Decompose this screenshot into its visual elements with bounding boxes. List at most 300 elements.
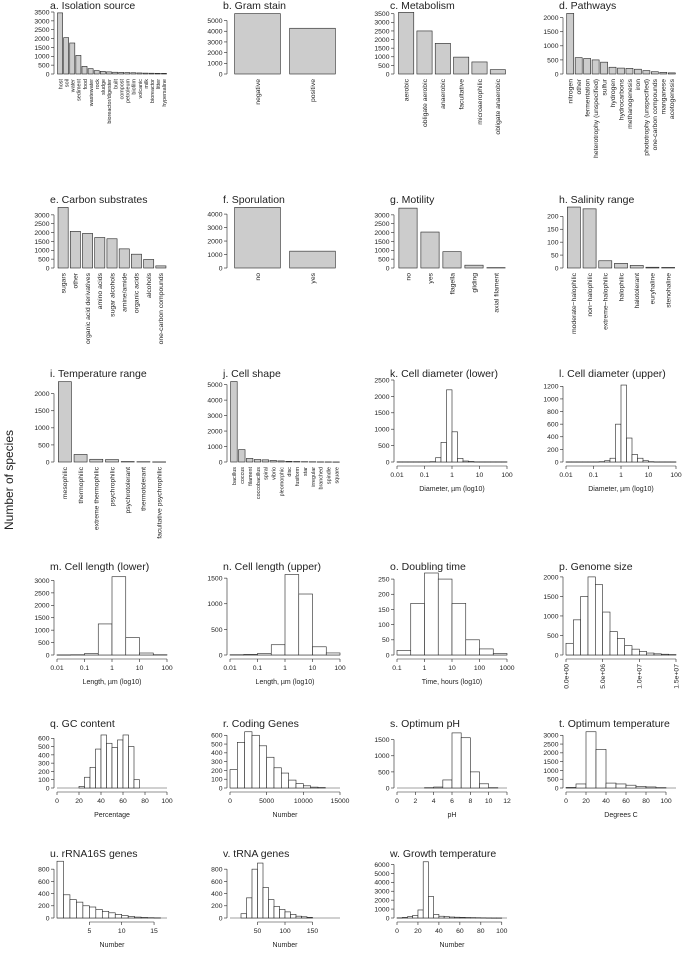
bar-c-3 — [454, 57, 469, 74]
hist-bin-r-11 — [311, 787, 318, 788]
bar-h-2 — [599, 261, 612, 268]
category-label: coccus — [240, 467, 247, 484]
y-tick-label: 0 — [218, 459, 223, 467]
x-tick-label: 100 — [670, 472, 682, 479]
y-tick-label: 1500 — [374, 410, 390, 418]
x-tick-label: 80 — [477, 928, 485, 935]
panel-h-title: h. Salinity range — [559, 194, 635, 206]
bar-b-1 — [290, 28, 336, 74]
category-label: negative — [254, 79, 262, 105]
y-tick-label: 5000 — [207, 17, 223, 25]
panel-o-title: o. Doubling time — [390, 561, 466, 573]
y-tick-label: 2000 — [207, 50, 223, 58]
panel-a-title: a. Isolation source — [50, 0, 136, 12]
hist-bin-w-3 — [413, 915, 418, 918]
category-label: positive — [309, 79, 317, 103]
x-tick-label: 0.01 — [223, 665, 237, 672]
hist-bin-q-5 — [107, 743, 113, 788]
hist-bin-w-9 — [444, 917, 449, 918]
bar-d-11 — [660, 72, 667, 74]
y-tick-label: 2000 — [34, 229, 50, 237]
y-tick-label: 1200 — [543, 383, 559, 391]
category-label: square — [334, 467, 341, 484]
category-label: one-carbon compounds — [652, 79, 660, 151]
y-tick-label: 1000 — [34, 53, 50, 61]
hist-bin-m-5 — [126, 638, 140, 655]
panel-o — [378, 561, 515, 686]
y-tick-label: 400 — [38, 752, 50, 760]
y-tick-label: 2000 — [543, 574, 559, 582]
x-tick-label: 1000 — [499, 665, 515, 672]
y-tick-label: 0 — [218, 915, 223, 923]
panels — [34, 0, 682, 949]
bar-e-4 — [107, 239, 117, 268]
x-tick-label: 0 — [395, 928, 399, 935]
panel-k-title: k. Cell diameter (lower) — [390, 368, 498, 380]
hist-bin-t-3 — [596, 749, 606, 788]
bar-c-1 — [417, 31, 432, 74]
panel-n — [207, 561, 346, 686]
hist-bin-p-2 — [581, 596, 588, 655]
bar-a-10 — [119, 72, 124, 74]
x-tick-label: 0.01 — [390, 472, 404, 479]
hist-bin-w-6 — [428, 897, 433, 918]
x-tick-label: 60 — [456, 928, 464, 935]
y-tick-label: 2500 — [374, 221, 390, 229]
panel-s — [374, 718, 511, 819]
panel-v — [211, 848, 340, 949]
hist-bin-w-2 — [407, 917, 412, 918]
hist-bin-w-1 — [402, 917, 407, 918]
panel-l-title: l. Cell diameter (upper) — [559, 368, 666, 380]
hist-bin-m-2 — [85, 654, 99, 655]
y-tick-label: 300 — [38, 760, 50, 768]
hist-bin-w-10 — [449, 917, 454, 918]
x-tick-label: 0.01 — [50, 665, 64, 672]
y-tick-label: 0 — [554, 652, 559, 660]
y-tick-label: 4000 — [207, 211, 223, 219]
bar-h-4 — [630, 265, 643, 268]
hist-bin-s-1 — [434, 787, 443, 788]
x-tick-label: 0.0e+00 — [563, 664, 571, 689]
bar-a-1 — [64, 38, 69, 74]
y-tick-label: 1500 — [34, 44, 50, 52]
x-tick-label: 0.1 — [419, 472, 430, 479]
bar-d-9 — [643, 71, 650, 74]
y-tick-label: 500 — [547, 57, 559, 65]
hist-bin-t-6 — [626, 785, 636, 788]
hist-bin-q-8 — [123, 735, 129, 788]
hist-bin-o-0 — [397, 650, 411, 655]
category-label: hydrogen — [609, 79, 617, 108]
y-tick-label: 3500 — [34, 9, 50, 17]
bar-e-5 — [119, 249, 129, 268]
x-tick-label: 10 — [448, 665, 456, 672]
hist-bin-o-5 — [466, 640, 480, 655]
y-tick-label: 400 — [211, 750, 223, 758]
bar-f-1 — [290, 251, 336, 268]
bar-c-2 — [435, 43, 450, 74]
hist-bin-q-9 — [129, 747, 135, 788]
hist-bin-w-7 — [434, 914, 439, 918]
hist-bin-s-3 — [452, 733, 461, 788]
panel-m-x-label: Length, µm (log10) — [82, 679, 142, 686]
bar-j-5 — [270, 460, 277, 462]
hist-bin-t-0 — [566, 787, 576, 788]
hist-bin-p-0 — [566, 643, 573, 655]
panel-l — [543, 368, 682, 493]
y-tick-label: 600 — [38, 735, 50, 743]
hist-bin-t-2 — [586, 732, 596, 788]
hist-bin-v-12 — [307, 917, 313, 918]
hist-bin-n-3 — [271, 645, 285, 655]
hist-bin-r-0 — [230, 770, 237, 788]
bar-d-12 — [668, 73, 675, 74]
x-tick-label: 100 — [501, 472, 513, 479]
hist-bin-v-10 — [296, 916, 302, 918]
x-tick-label: 15 — [150, 928, 158, 935]
hist-bin-p-4 — [595, 585, 602, 655]
bar-j-4 — [262, 460, 269, 462]
panel-p-title: p. Genome size — [559, 561, 633, 573]
y-tick-label: 2500 — [34, 27, 50, 35]
hist-bin-s-5 — [470, 772, 479, 788]
hist-bin-l-13 — [638, 458, 644, 462]
y-tick-label: 1000 — [543, 396, 559, 404]
hist-bin-w-11 — [455, 917, 460, 918]
x-tick-label: 60 — [622, 798, 630, 805]
y-tick-label: 1000 — [207, 60, 223, 68]
category-label: hypersaline — [162, 79, 169, 107]
y-tick-label: 500 — [378, 62, 390, 70]
bar-e-2 — [82, 233, 92, 268]
x-tick-label: 1 — [422, 665, 427, 672]
x-tick-label: 20 — [582, 798, 590, 805]
panel-q — [38, 718, 173, 819]
y-tick-label: 0 — [218, 785, 223, 793]
x-tick-label: 0 — [55, 798, 59, 805]
hist-bin-n-7 — [326, 653, 340, 655]
y-tick-label: 300 — [211, 759, 223, 767]
y-tick-label: 200 — [547, 213, 559, 221]
y-tick-label: 0 — [45, 71, 50, 79]
x-tick-label: 6 — [450, 798, 454, 805]
category-label: manganese — [660, 79, 668, 115]
hist-bin-v-2 — [252, 869, 258, 918]
hist-bin-p-3 — [588, 577, 595, 655]
category-label: fermentation — [584, 79, 592, 117]
hist-bin-l-7 — [605, 461, 611, 462]
hist-bin-n-2 — [258, 653, 272, 655]
y-tick-label: 0 — [385, 785, 390, 793]
hist-bin-m-3 — [98, 624, 112, 655]
y-tick-label: 0 — [385, 915, 390, 923]
x-tick-label: 8 — [468, 798, 473, 805]
bar-i-3 — [105, 460, 118, 462]
y-tick-label: 3000 — [374, 19, 390, 27]
category-label: hydrocarbons — [618, 79, 626, 121]
bar-e-6 — [131, 254, 141, 268]
x-tick-label: 100 — [161, 665, 173, 672]
panel-i-title: i. Temperature range — [50, 368, 147, 380]
y-tick-label: 200 — [378, 591, 390, 599]
y-tick-label: 2500 — [543, 741, 559, 749]
panel-n-x-label: Length, µm (log10) — [255, 679, 315, 686]
y-tick-label: 2000 — [543, 750, 559, 758]
x-tick-label: 80 — [141, 798, 149, 805]
category-label: thermotolerant — [140, 467, 148, 511]
hist-bin-r-4 — [259, 746, 266, 788]
bar-d-2 — [584, 59, 591, 75]
bar-a-6 — [94, 71, 99, 74]
y-tick-label: 3000 — [207, 412, 223, 420]
bar-c-4 — [472, 62, 487, 74]
hist-bin-k-9 — [447, 390, 453, 462]
category-label: psychrotolerant — [125, 467, 133, 514]
category-label: one-carbon compounds — [158, 273, 166, 345]
hist-bin-v-9 — [291, 914, 297, 918]
y-tick-label: 0 — [385, 265, 390, 273]
bar-d-4 — [601, 62, 608, 74]
x-tick-label: 10 — [135, 665, 144, 672]
category-label: moderate−halophilic — [571, 273, 579, 335]
y-tick-label: 500 — [211, 741, 223, 749]
category-label: psychrophilic — [109, 467, 117, 507]
y-tick-label: 2000 — [543, 15, 559, 23]
y-tick-label: 0 — [554, 71, 559, 79]
category-label: heterotrophy (unspecified) — [592, 79, 600, 158]
category-label: sludge — [101, 79, 108, 95]
bar-d-0 — [567, 13, 574, 74]
hist-bin-l-12 — [632, 454, 638, 462]
category-label: extreme−halophilic — [602, 273, 610, 330]
y-axis-label: Number of species — [2, 429, 16, 531]
hist-bin-t-5 — [616, 784, 626, 788]
hist-bin-t-1 — [576, 784, 586, 788]
x-tick-label: 150 — [306, 928, 319, 935]
panel-m — [34, 561, 173, 686]
hist-bin-k-12 — [463, 461, 469, 462]
y-tick-label: 400 — [38, 890, 50, 898]
hist-bin-u-1 — [63, 895, 69, 918]
y-tick-label: 500 — [38, 743, 50, 751]
panel-j-title: j. Cell shape — [223, 368, 281, 380]
y-tick-label: 500 — [547, 776, 559, 784]
bar-j-6 — [278, 461, 285, 462]
panel-t — [543, 718, 676, 819]
panel-c — [374, 0, 505, 135]
hist-bin-q-0 — [79, 786, 85, 788]
category-label: vibrio — [271, 467, 278, 480]
y-tick-label: 2000 — [374, 897, 390, 905]
panel-s-x-label: pH — [447, 812, 457, 819]
y-tick-label: 250 — [378, 576, 390, 584]
bar-g-1 — [421, 232, 439, 268]
y-tick-label: 1000 — [374, 426, 390, 434]
hist-bin-q-7 — [118, 740, 124, 788]
y-tick-label: 0 — [45, 652, 50, 660]
category-label: sulfur — [601, 79, 609, 96]
y-tick-label: 2500 — [34, 590, 50, 598]
category-label: fusiform — [295, 467, 302, 487]
hist-bin-l-11 — [627, 438, 633, 462]
bar-a-14 — [143, 73, 148, 74]
y-tick-label: 200 — [547, 446, 559, 454]
category-label: aerobic — [403, 79, 411, 102]
category-label: built — [113, 79, 120, 89]
hist-bin-s-2 — [443, 780, 452, 788]
category-label: non−halophilic — [586, 273, 594, 317]
category-label: extreme thermophilic — [93, 467, 101, 531]
y-tick-label: 1500 — [374, 737, 390, 745]
y-tick-label: 1500 — [543, 593, 559, 601]
y-tick-label: 3000 — [374, 212, 390, 220]
y-tick-label: 2000 — [374, 229, 390, 237]
y-tick-label: 100 — [378, 622, 390, 630]
bar-j-0 — [231, 382, 238, 462]
hist-bin-o-3 — [438, 579, 452, 655]
bar-j-3 — [254, 460, 261, 462]
y-tick-label: 1000 — [543, 767, 559, 775]
x-tick-label: 5 — [87, 928, 92, 935]
hist-bin-r-10 — [303, 786, 310, 788]
y-tick-label: 5000 — [374, 870, 390, 878]
bar-j-2 — [246, 458, 253, 462]
category-label: volcanic — [137, 79, 144, 99]
y-tick-label: 0 — [45, 265, 50, 273]
hist-bin-u-3 — [76, 902, 82, 918]
y-tick-label: 1500 — [34, 408, 50, 416]
bar-d-5 — [609, 67, 616, 74]
hist-bin-u-11 — [128, 916, 134, 918]
hist-bin-u-6 — [96, 909, 102, 918]
category-label: obligate anaerobic — [495, 78, 503, 135]
category-label: iron — [635, 79, 643, 91]
panel-r-x-label: Number — [272, 812, 298, 819]
category-label: facultative — [458, 79, 466, 110]
category-label: pleomorphic — [279, 467, 286, 497]
y-tick-label: 100 — [211, 776, 223, 784]
category-label: bioreactor/digester — [107, 79, 114, 124]
panel-m-title: m. Cell length (lower) — [50, 561, 150, 573]
category-label: yes — [427, 273, 435, 284]
x-tick-label: 100 — [660, 798, 672, 805]
y-tick-label: 50 — [381, 637, 390, 645]
category-label: bacillus — [232, 467, 239, 485]
bar-a-12 — [131, 73, 136, 74]
hist-bin-r-2 — [245, 732, 252, 788]
hist-bin-p-12 — [654, 654, 661, 655]
x-tick-label: 60 — [119, 798, 127, 805]
category-label: flagella — [449, 273, 457, 295]
panel-w-x-label: Number — [439, 942, 465, 949]
category-label: nitrogen — [567, 79, 575, 104]
y-tick-label: 0 — [218, 71, 223, 79]
category-label: organic acid derivatives — [84, 273, 92, 345]
x-tick-label: 1 — [619, 472, 623, 479]
x-tick-label: 0.1 — [392, 665, 402, 672]
panel-k-x-label: Diameter, µm (log10) — [419, 486, 485, 493]
hist-bin-t-4 — [606, 783, 616, 788]
hist-bin-v-6 — [274, 906, 280, 918]
bar-e-1 — [70, 231, 80, 268]
y-tick-label: 1500 — [543, 759, 559, 767]
bar-h-3 — [614, 263, 627, 268]
x-tick-label: 0.1 — [588, 472, 599, 479]
y-tick-label: 1500 — [34, 238, 50, 246]
category-label: yes — [309, 273, 317, 284]
x-tick-label: 15000 — [330, 798, 350, 805]
hist-bin-u-4 — [83, 906, 89, 918]
y-tick-label: 1500 — [207, 575, 223, 583]
y-tick-label: 800 — [38, 866, 50, 874]
y-tick-label: 3000 — [34, 18, 50, 26]
panel-u-x-label: Number — [99, 942, 125, 949]
bar-a-5 — [88, 69, 93, 74]
bar-h-0 — [567, 207, 580, 268]
bar-j-1 — [239, 450, 246, 462]
category-label: microaerophilic — [476, 79, 484, 125]
panel-r — [211, 718, 350, 819]
category-label: compost — [119, 79, 126, 100]
category-label: halophilic — [618, 273, 626, 302]
y-tick-label: 500 — [378, 769, 390, 777]
hist-bin-w-12 — [460, 917, 465, 918]
x-tick-label: 4 — [431, 798, 436, 805]
bar-a-13 — [137, 73, 142, 74]
y-tick-label: 2500 — [374, 28, 390, 36]
y-tick-label: 100 — [547, 239, 559, 247]
y-tick-label: 400 — [211, 890, 223, 898]
category-label: litter — [156, 79, 163, 90]
x-tick-label: 100 — [496, 928, 508, 935]
hist-bin-p-10 — [639, 651, 646, 655]
x-tick-label: 0 — [395, 798, 399, 805]
hist-bin-v-11 — [302, 917, 308, 918]
category-label: branched — [318, 467, 325, 490]
panel-f-title: f. Sporulation — [223, 194, 285, 206]
x-tick-label: 100 — [279, 928, 291, 935]
y-tick-label: 0 — [554, 459, 559, 467]
x-tick-label: 80 — [642, 798, 650, 805]
bar-i-1 — [74, 454, 87, 462]
y-tick-label: 400 — [547, 434, 559, 442]
category-label: coccobacillus — [255, 467, 262, 500]
x-tick-label: 20 — [414, 928, 422, 935]
y-tick-label: 2000 — [374, 36, 390, 44]
hist-bin-r-3 — [252, 735, 259, 788]
category-label: no — [405, 273, 413, 281]
panel-v-title: v. tRNA genes — [223, 848, 290, 860]
hist-bin-v-3 — [258, 863, 264, 918]
y-tick-label: 200 — [211, 903, 223, 911]
bar-d-7 — [626, 68, 633, 74]
y-tick-label: 500 — [378, 443, 390, 450]
bar-e-0 — [58, 207, 68, 268]
panel-n-title: n. Cell length (upper) — [223, 561, 322, 573]
panel-e — [34, 194, 166, 344]
y-tick-label: 1000 — [207, 251, 223, 259]
y-tick-label: 3000 — [543, 732, 559, 740]
panel-d — [543, 0, 676, 158]
y-tick-label: 0 — [45, 915, 50, 923]
hist-bin-u-2 — [70, 900, 76, 918]
hist-bin-s-4 — [461, 738, 470, 788]
hist-bin-p-1 — [573, 620, 580, 655]
y-tick-label: 2000 — [374, 393, 390, 401]
bar-a-8 — [106, 72, 111, 74]
y-tick-label: 800 — [547, 408, 559, 416]
